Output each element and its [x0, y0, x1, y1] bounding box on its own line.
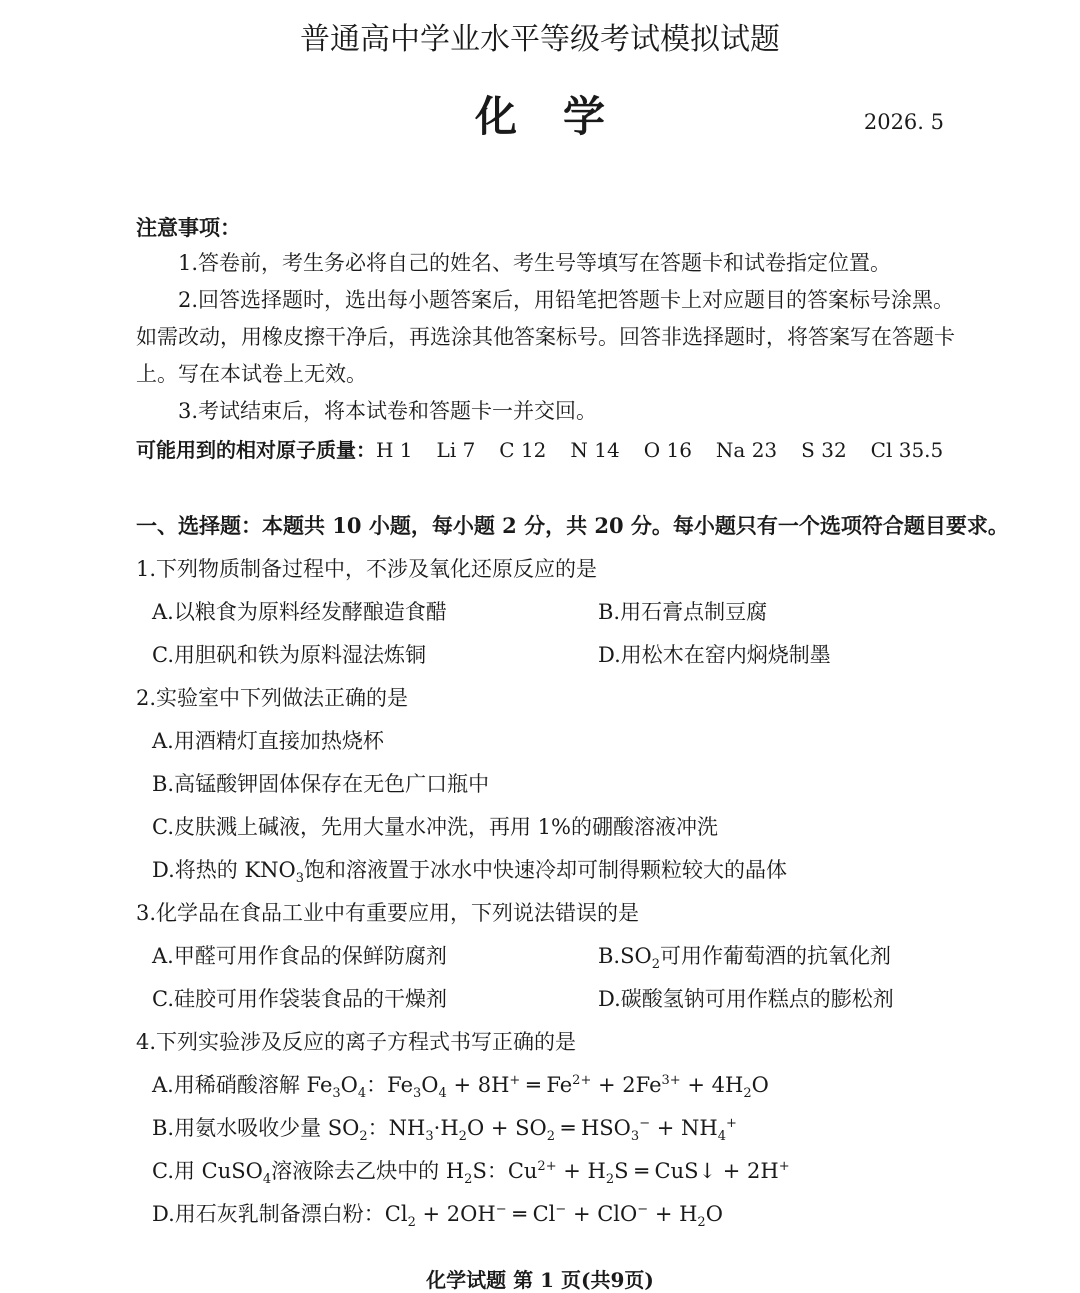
- question-3-option-a: A.甲醛可用作食品的保鲜防腐剂: [152, 944, 447, 968]
- atomic-mass-n: N 14: [570, 438, 620, 462]
- question-2-option-a: A.用酒精灯直接加热烧杯: [152, 729, 384, 753]
- question-4-stem: 4.下列实验涉及反应的离子方程式书写正确的是: [136, 1030, 577, 1054]
- atomic-mass-na: Na 23: [715, 438, 778, 462]
- page-footer: 化学试题 第 1 页(共9页): [426, 1268, 654, 1292]
- atomic-mass-line: [136, 434, 967, 463]
- atomic-mass-h: H 1: [376, 438, 413, 462]
- question-1-stem: 1.下列物质制备过程中，不涉及氧化还原反应的是: [136, 557, 598, 581]
- atomic-mass-o: O 16: [643, 438, 692, 462]
- atomic-mass-label: 可能用到的相对原子质量：: [136, 438, 376, 462]
- question-1-option-d: D.用松木在窑内焖烧制墨: [598, 643, 831, 667]
- question-3-option-c: C.硅胶可用作袋装食品的干燥剂: [152, 987, 447, 1011]
- exam-date: 2026. 5: [863, 110, 944, 134]
- notice-item-2-line-1: 2.回答选择题时，选出每小题答案后，用铅笔把答题卡上对应题目的答案标号涂黑。: [178, 288, 955, 312]
- notice-item-1: 1.答卷前，考生务必将自己的姓名、考生号等填写在答题卡和试卷指定位置。: [178, 251, 892, 275]
- question-3-option-b: $B.SO_2$可用作葡萄酒的抗氧化剂: [598, 944, 891, 973]
- question-4-option-b: B.用氨水吸收少量 $SO_2$：$NH_3\cdot H_2O + SO_2$ ═ $HSO_3^- + NH_4^+$: [152, 1116, 737, 1145]
- atomic-mass-cl: Cl 35.5: [870, 438, 944, 462]
- atomic-mass-s: S 32: [801, 438, 847, 462]
- question-4-option-c: C.用 CuSO$_4$溶液除去乙炔中的 $H_2S$：$Cu^{2+} + H_2S$ ═ CuS↓ + 2H+: [152, 1159, 790, 1188]
- question-3-stem: 3.化学品在食品工业中有重要应用，下列说法错误的是: [136, 901, 640, 925]
- question-2-option-d: D.将热的 $KNO_3$饱和溶液置于冰水中快速冷却可制得颗粒较大的晶体: [152, 858, 787, 887]
- notice-item-2-line-3: 上。写在本试卷上无效。: [136, 362, 367, 386]
- question-2-stem: 2.实验室中下列做法正确的是: [136, 686, 409, 710]
- question-1-option-c: C.用胆矾和铁为原料湿法炼铜: [152, 643, 426, 667]
- question-2-option-c: C.皮肤溅上碱液，先用大量水冲洗，再用 1%的硼酸溶液冲洗: [152, 815, 718, 839]
- question-4-option-d: D.用石灰乳制备漂白粉：$Cl_2 + 2OH^-$ ═ $Cl^- + ClO^- + H_2O$: [152, 1202, 723, 1231]
- section-1-heading: 一、选择题：本题共 10 小题，每小题 2 分，共 20 分。每小题只有一个选项符合题目要求。: [136, 513, 1009, 538]
- atomic-mass-c: C 12: [499, 438, 547, 462]
- question-4-option-a: A.用稀硝酸溶解 $Fe_3O_4$：$Fe_3O_4 + 8H^+$ ═ $Fe^{2+} + 2Fe^{3+} + 4H_2O$: [152, 1073, 769, 1102]
- notice-item-2-line-2: 如需改动，用橡皮擦干净后，再选涂其他答案标号。回答非选择题时，将答案写在答题卡: [136, 325, 955, 349]
- exam-title: 普通高中学业水平等级考试模拟试题: [300, 22, 780, 57]
- question-3-option-d: D.碳酸氢钠可用作糕点的膨松剂: [598, 987, 894, 1011]
- question-1-option-a: A.以粮食为原料经发酵酿造食醋: [152, 600, 447, 624]
- question-2-option-b: B.高锰酸钾固体保存在无色广口瓶中: [152, 772, 490, 796]
- atomic-mass-li: Li 7: [436, 438, 476, 462]
- notice-heading: 注意事项：: [136, 215, 241, 240]
- question-1-option-b: B.用石膏点制豆腐: [598, 600, 768, 624]
- notice-item-3: 3.考试结束后，将本试卷和答题卡一并交回。: [178, 399, 598, 423]
- subject-title: 化学: [474, 92, 651, 141]
